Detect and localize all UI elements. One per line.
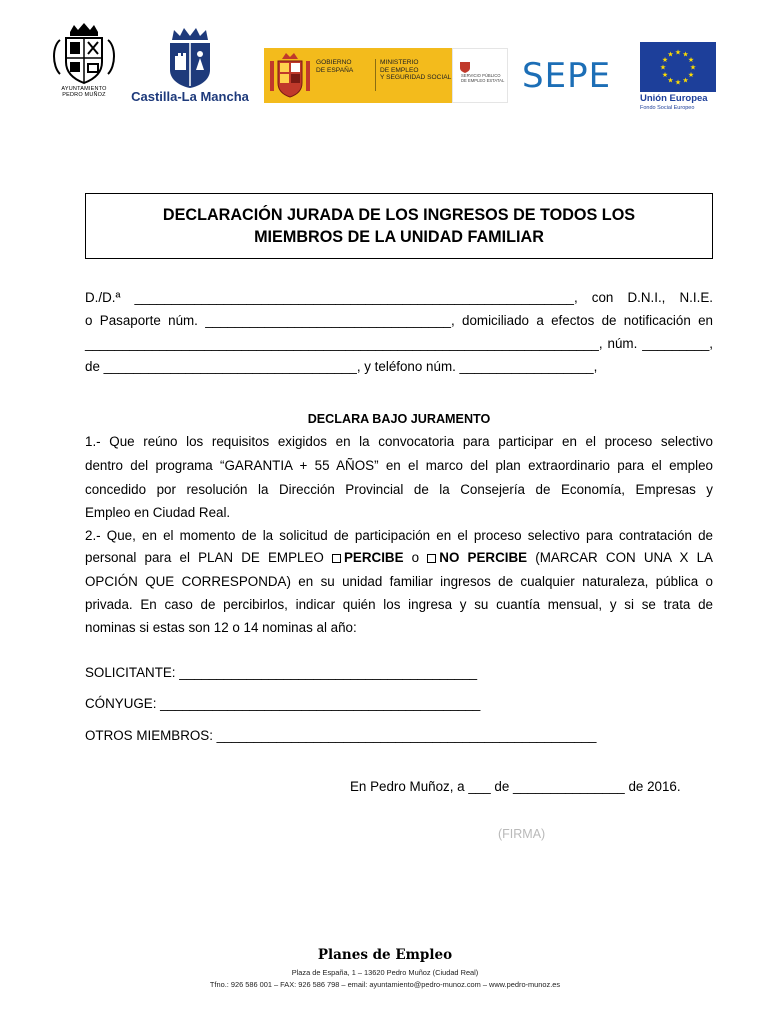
eu-star-icon: ★: [682, 51, 689, 59]
percibe-checkbox[interactable]: [332, 554, 341, 563]
eu-star-icon: ★: [687, 57, 695, 64]
spain-coat-of-arms-icon: [268, 51, 312, 101]
servicio-line1: SERVICIO PÚBLICO: [461, 73, 501, 78]
eu-star-icon: ★: [674, 49, 682, 57]
title-line-1: DECLARACIÓN JURADA DE LOS INGRESOS DE TODOS LOS: [162, 206, 636, 224]
clause-1-line-2: dentro del programa “GARANTIA + 55 AÑOS” en el marco del plan extraordinario para el empleo: [85, 458, 713, 473]
spain-small-shield-icon: [459, 61, 471, 73]
gobierno-line1: GOBIERNO: [316, 59, 352, 66]
castle-shield-icon: [128, 26, 252, 88]
union-europea-label: Unión Europea: [640, 93, 708, 104]
ministerio-line3: Y SEGURIDAD SOCIAL: [380, 74, 452, 81]
firma-placeholder: (FIRMA): [498, 827, 546, 841]
clause-2-line-1: 2.- Que, en el momento de la solicitud de participación en el proceso selectivo para contratación de: [85, 528, 713, 543]
eu-star-icon: ★: [659, 64, 667, 72]
union-europea-logo: [640, 42, 720, 111]
eu-star-icon: ★: [667, 77, 674, 85]
ministerio-line1: MINISTERIO: [380, 59, 419, 66]
servicio-line2: DE EMPLEO ESTATAL: [461, 78, 505, 83]
eu-star-icon: ★: [689, 64, 697, 72]
ayuntamiento-logo: [48, 22, 120, 104]
ayuntamiento-caption-line1: AYUNTAMIENTO: [61, 86, 107, 92]
conyuge-field[interactable]: CÓNYUGE: ___________________________________________: [85, 696, 481, 711]
ministerio-line2: DE EMPLEO: [380, 66, 419, 74]
clause-2-prefix: personal para el PLAN DE EMPLEO: [85, 550, 332, 565]
eu-star-icon: ★: [667, 51, 674, 59]
title-line-2: MIEMBROS DE LA UNIDAD FAMILIAR: [254, 228, 544, 246]
logo-header: [48, 22, 728, 112]
clause-2-line-3: OPCIÓN QUE CORRESPONDA) en su unidad familiar ingresos de cualquier naturaleza, pública o: [85, 574, 713, 589]
solicitante-field[interactable]: SOLICITANTE: ________________________________________: [85, 665, 478, 680]
document-title: [85, 193, 713, 259]
ayuntamiento-caption-line2: PEDRO MUÑOZ: [62, 92, 106, 98]
eu-flag-icon: [640, 42, 716, 92]
servicio-publico-box: [452, 48, 508, 103]
clause-2-suffix: (MARCAR CON UNA X LA: [527, 550, 713, 565]
eu-star-icon: ★: [661, 57, 669, 64]
clause-1-line-4: Empleo en Ciudad Real.: [85, 505, 231, 520]
eu-star-icon: ★: [661, 72, 669, 79]
form-line-passport: o Pasaporte núm. _________________________________, domiciliado a efectos de notificación en: [85, 313, 713, 328]
no-percibe-checkbox[interactable]: [427, 554, 436, 563]
gobierno-espana-logo: [264, 48, 508, 103]
form-line-phone: de __________________________________, y teléfono núm. __________________,: [85, 359, 598, 374]
clause-2-line-2: [85, 550, 713, 566]
castilla-la-mancha-label: Castilla-La Mancha: [131, 89, 249, 104]
footer-contact: Tfno.: 926 586 001 – FAX: 926 586 798 – email: ayuntamiento@pedro-munoz.com – www.pedro-munoz.es: [209, 980, 561, 989]
eu-star-icon: ★: [674, 79, 682, 87]
form-line-address: _____________________________________________________________________, núm. _________,: [85, 336, 713, 351]
eu-star-icon: ★: [682, 77, 689, 85]
clause-1-line-3: concedido por resolución la Dirección Provincial de la Consejería de Economía, Empresas y: [85, 482, 713, 497]
eu-star-icon: ★: [687, 72, 695, 79]
form-line-name: D./D.ª ___________________________________________________________, con D.N.I., N.I.E.: [85, 290, 713, 305]
clause-2-connector: o: [403, 550, 428, 565]
clause-1-line-1: 1.- Que reúno los requisitos exigidos en la convocatoria para participar en el proceso selectivo: [85, 434, 713, 449]
coat-of-arms-icon: [48, 22, 120, 86]
sepe-logo: SEPE: [522, 56, 612, 96]
footer-title: Planes de Empleo: [317, 947, 453, 963]
otros-miembros-field[interactable]: OTROS MIEMBROS: ___________________________________________________: [85, 728, 597, 743]
declara-heading: DECLARA BAJO JURAMENTO: [307, 412, 491, 426]
clause-2-line-5: nominas si estas son 12 o 14 nominas al año:: [85, 620, 357, 635]
eu-stars-icon: [640, 42, 716, 92]
clause-2-line-4: privada. En caso de percibirlos, indicar quién los ingresa y su cuantía mensual, y si se trata de: [85, 597, 713, 612]
castilla-la-mancha-logo: [128, 26, 252, 106]
percibe-label: PERCIBE: [343, 550, 404, 565]
no-percibe-label: NO PERCIBE: [439, 550, 528, 565]
place-date-line[interactable]: En Pedro Muñoz, a ___ de _______________ de 2016.: [350, 779, 681, 794]
footer-address: Plaza de España, 1 – 13620 Pedro Muñoz (Ciudad Real): [291, 968, 479, 977]
fondo-social-label: Fondo Social Europeo: [640, 105, 695, 111]
gobierno-line2: DE ESPAÑA: [316, 66, 354, 74]
